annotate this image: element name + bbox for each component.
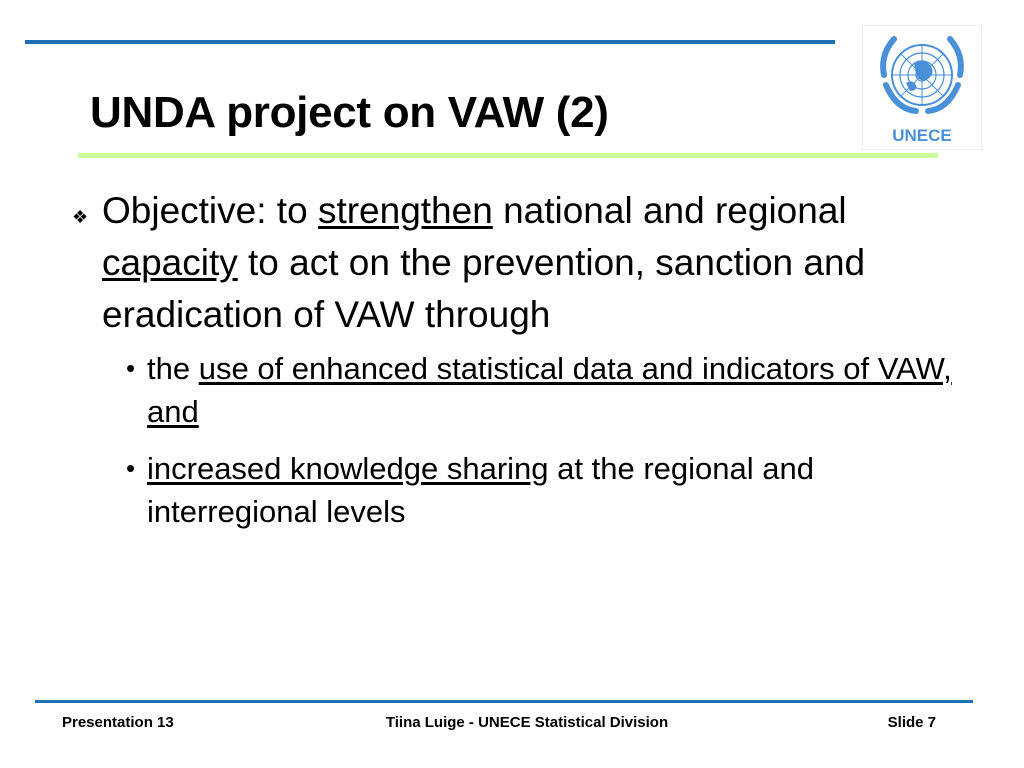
sub1-underlined: use of enhanced statistical data and indicators of VAW, and (147, 351, 952, 429)
footer-slide-number: Slide 7 (887, 714, 936, 731)
sub-bullet-list (102, 347, 962, 533)
slide-title: UNDA project on VAW (2) (90, 88, 609, 137)
capacity-text: capacity (102, 242, 238, 283)
unece-logo (862, 25, 982, 150)
footer-rule (35, 700, 973, 703)
footer-presentation: Presentation 13 (62, 714, 174, 731)
objective-mid2: to act on the prevention, sanction and eradication of VAW through (102, 242, 866, 335)
dot-bullet-icon: • (126, 453, 136, 483)
sub-bullet-1 (102, 347, 962, 433)
diamond-bullet-icon: ❖ (72, 207, 89, 227)
logo-text: UNECE (892, 126, 952, 145)
sub-bullet-2 (102, 447, 962, 533)
strengthen-text: strengthen (317, 190, 493, 231)
sub2-post: at the regional and interregional levels (147, 451, 814, 529)
dot-bullet-icon: • (126, 353, 136, 383)
title-underline-rule (78, 153, 938, 158)
bullet-list (62, 185, 962, 547)
sub2-underlined: increased knowledge sharing (147, 451, 549, 486)
objective-mid1: national and regional (492, 190, 847, 231)
objective-prefix: Objective: to (102, 190, 318, 231)
sub1-pre: the (147, 351, 199, 386)
top-rule (25, 40, 835, 44)
objective-bullet (62, 185, 962, 533)
footer-author: Tiina Luige - UNECE Statistical Division (385, 714, 669, 731)
